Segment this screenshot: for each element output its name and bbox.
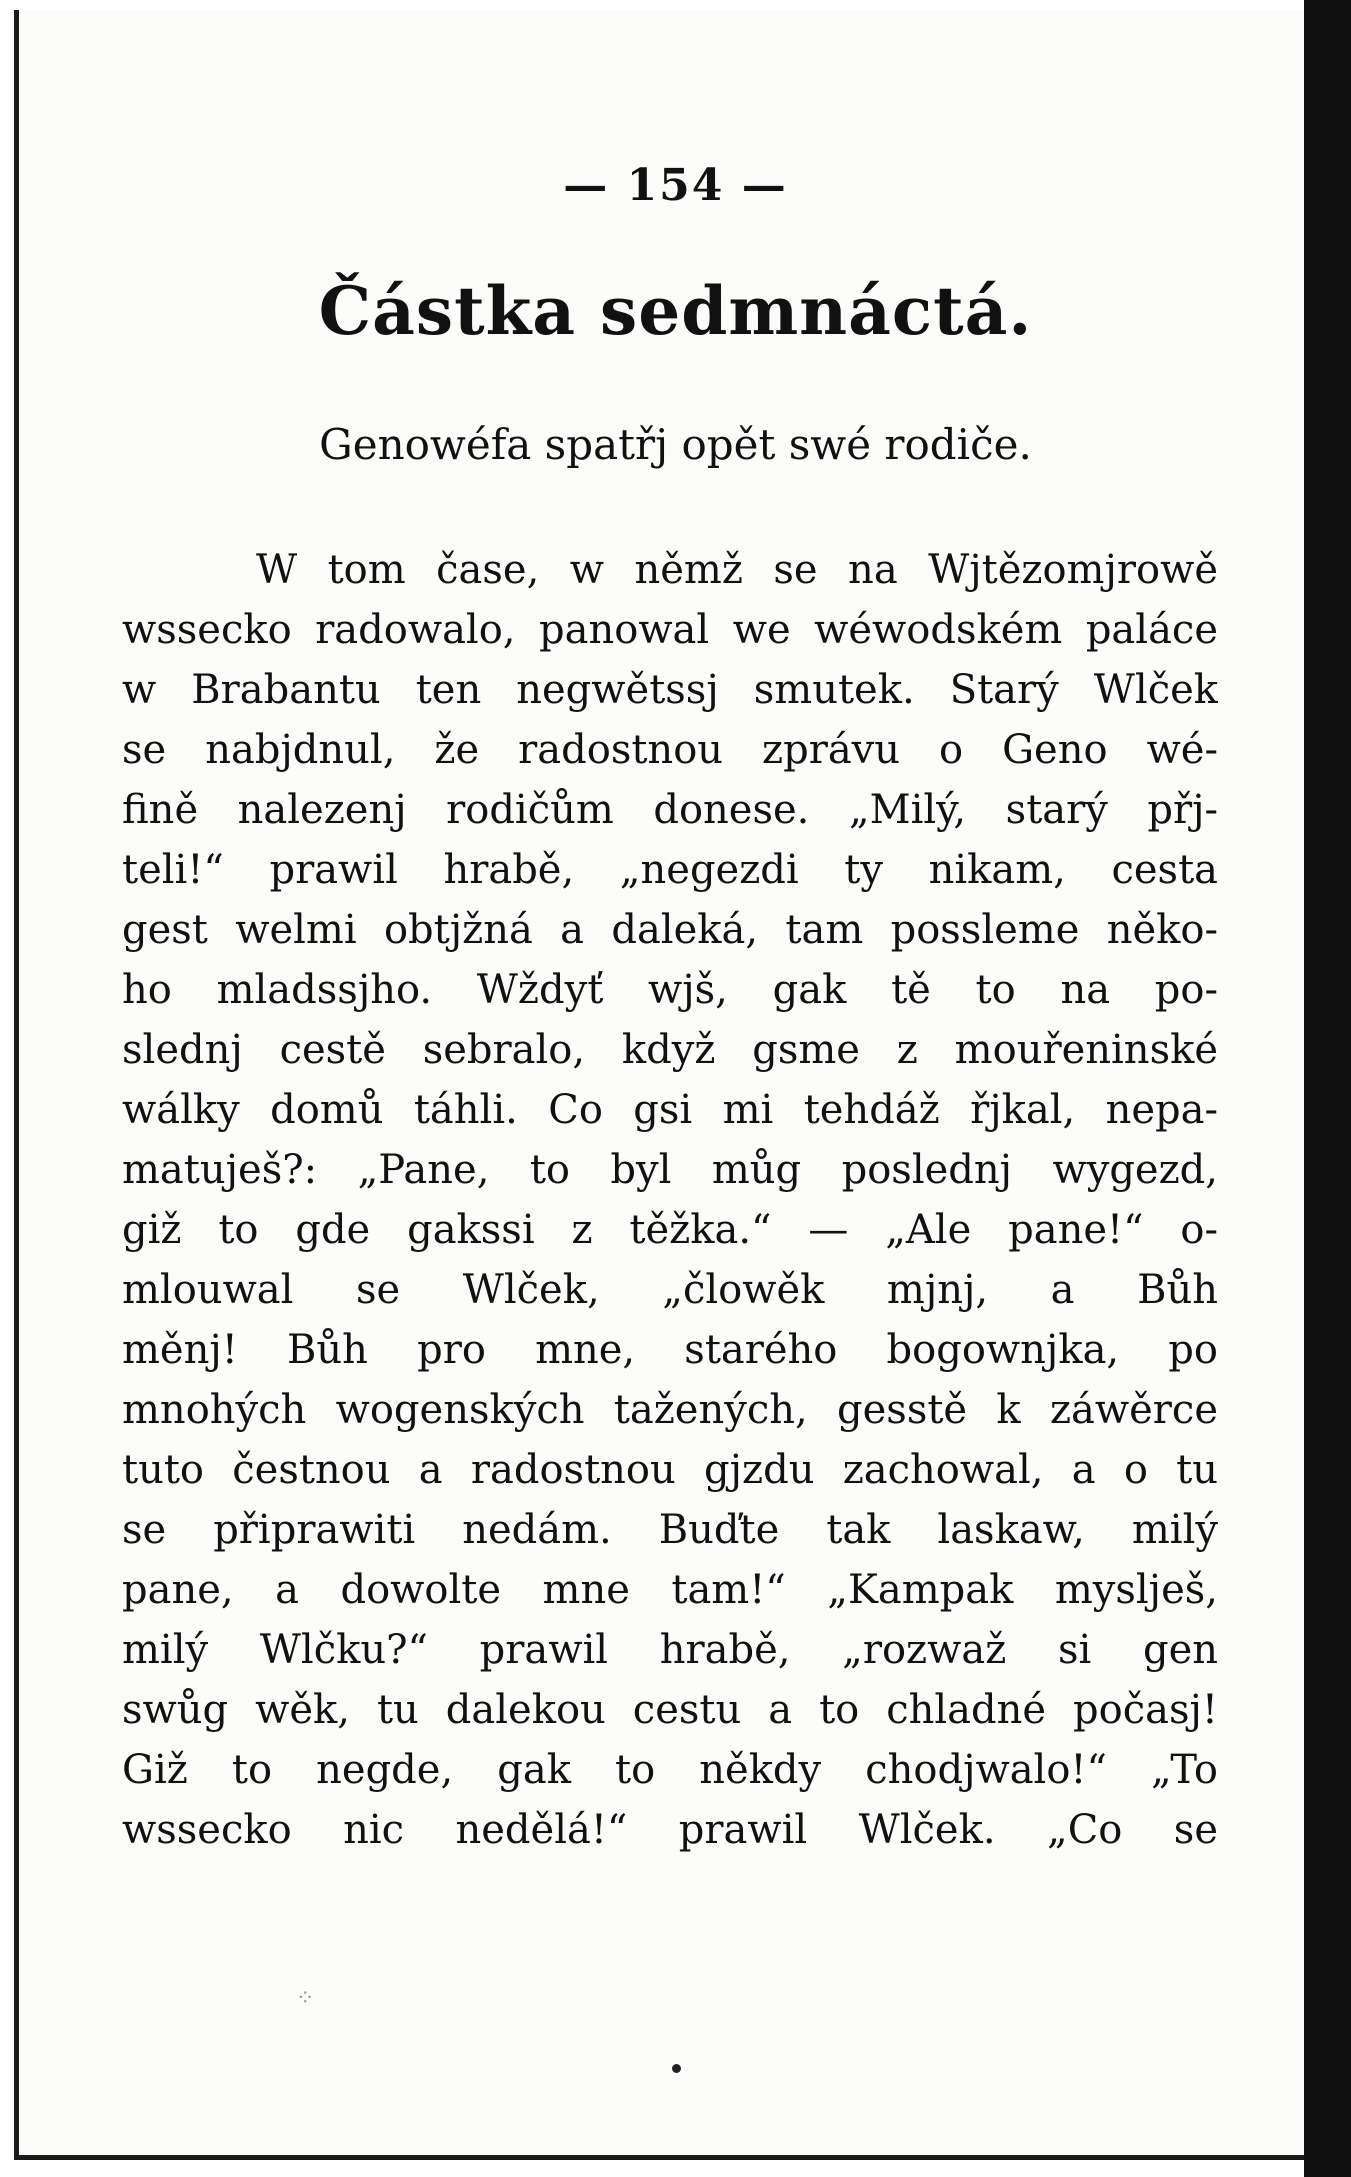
- chapter-title: Částka sedmnáctá.: [318, 272, 1033, 350]
- text-line: ho mladssjho. Wždyť wjš, gak tě to na po-: [122, 967, 1218, 1013]
- ink-smudge: ⁘: [296, 1986, 315, 2011]
- text-line: Giž to negde, gak to někdy chodjwalo!“ „To: [122, 1747, 1218, 1793]
- text-line: w Brabantu ten negwětssj smutek. Starý Wlček: [122, 667, 1218, 713]
- chapter-subtitle: Genowéfa spatřj opět swé rodiče.: [319, 420, 1032, 469]
- text-line: matuješ?: „Pane, to byl můg poslednj wygezd,: [122, 1147, 1218, 1193]
- text-line: gest welmi obtjžná a daleká, tam possleme něko-: [122, 907, 1218, 953]
- text-line: fině nalezenj rodičům donese. „Milý, starý přj-: [122, 787, 1218, 833]
- text-line: mnohých wogenských tažených, gesstě k záwěrce: [122, 1387, 1218, 1433]
- text-line: slednj cestě sebralo, když gsme z mouřeninské: [122, 1027, 1218, 1073]
- text-line: W tom čase, w němž se na Wjtězomjrowě: [256, 547, 1218, 593]
- text-line: se nabjdnul, že radostnou zprávu o Geno wé-: [122, 727, 1218, 773]
- text-line: wálky domů táhli. Co gsi mi tehdáž řjkal, nepa-: [122, 1087, 1218, 1133]
- ink-dot: [672, 2064, 681, 2073]
- body-text: [122, 540, 1218, 1860]
- text-line: wssecko nic nedělá!“ prawil Wlček. „Co se: [122, 1807, 1218, 1853]
- text-line: wssecko radowalo, panowal we wéwodském paláce: [122, 607, 1218, 653]
- text-line: pane, a dowolte mne tam!“ „Kampak myslješ,: [122, 1567, 1218, 1613]
- text-line: swůg wěk, tu dalekou cestu a to chladné počasj!: [122, 1687, 1218, 1733]
- text-line: měnj! Bůh pro mne, starého bogownjka, po: [122, 1327, 1218, 1373]
- text-line: se připrawiti nedám. Buďte tak laskaw, milý: [122, 1507, 1218, 1553]
- text-line: milý Wlčku?“ prawil hrabě, „rozwaž si gen: [122, 1627, 1218, 1673]
- text-line: tuto čestnou a radostnou gjzdu zachowal, a o tu: [122, 1447, 1218, 1493]
- text-line: giž to gde gakssi z těžka.“ — „Ale pane!“ o-: [122, 1207, 1218, 1253]
- text-line: teli!“ prawil hrabě, „negezdi ty nikam, cesta: [122, 847, 1218, 893]
- text-line: mlouwal se Wlček, „člowěk mjnj, a Bůh: [122, 1267, 1218, 1313]
- page-number: — 154 —: [563, 160, 788, 211]
